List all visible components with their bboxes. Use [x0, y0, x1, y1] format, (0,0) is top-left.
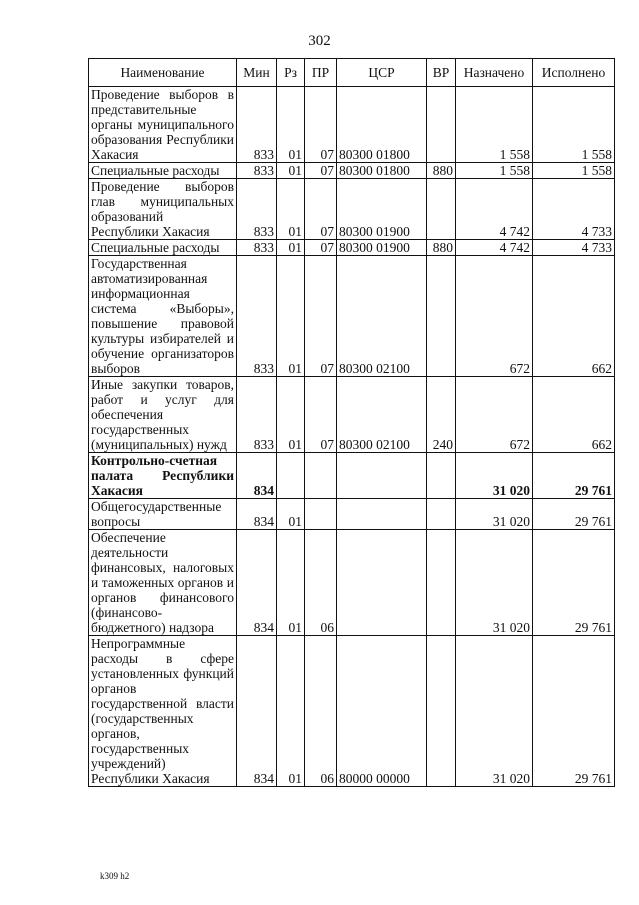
cell-vr: [427, 179, 456, 240]
cell-csr: 80300 01900: [337, 179, 427, 240]
cell-assigned: 31 020: [456, 530, 533, 636]
cell-min: 833: [237, 377, 277, 453]
table-row: [89, 179, 615, 240]
cell-pr: [305, 499, 337, 530]
cell-name: Государственная автоматизированная информационная система «Выборы», повышение правовой культуры избирателей и обучение организаторов выборов: [89, 256, 237, 377]
table-header-row: [89, 59, 615, 87]
header-vr: ВР: [427, 59, 456, 87]
table-row: [89, 87, 615, 163]
cell-rz: 01: [277, 377, 305, 453]
cell-name: Специальные расходы: [89, 240, 237, 256]
cell-csr: 80300 01800: [337, 87, 427, 163]
cell-assigned: 672: [456, 377, 533, 453]
cell-rz: 01: [277, 163, 305, 179]
cell-rz: 01: [277, 87, 305, 163]
cell-name: Проведение выборов в представительные органы муниципального образования Республики Хакасия: [89, 87, 237, 163]
cell-rz: 01: [277, 530, 305, 636]
table-row: [89, 530, 615, 636]
cell-name: Проведение выборов глав муниципальных образований Республики Хакасия: [89, 179, 237, 240]
cell-pr: 06: [305, 530, 337, 636]
cell-vr: 240: [427, 377, 456, 453]
cell-rz: 01: [277, 179, 305, 240]
cell-assigned: 4 742: [456, 240, 533, 256]
cell-pr: 06: [305, 636, 337, 787]
cell-csr: 80300 02100: [337, 377, 427, 453]
cell-csr: [337, 499, 427, 530]
table-row: [89, 636, 615, 787]
cell-vr: [427, 636, 456, 787]
header-assigned: Назначено: [456, 59, 533, 87]
cell-rz: [277, 453, 305, 499]
cell-assigned: 1 558: [456, 87, 533, 163]
header-min: Мин: [237, 59, 277, 87]
cell-vr: 880: [427, 240, 456, 256]
cell-executed: 4 733: [533, 179, 615, 240]
cell-vr: [427, 453, 456, 499]
cell-assigned: 4 742: [456, 179, 533, 240]
cell-min: 833: [237, 240, 277, 256]
cell-csr: 80300 01800: [337, 163, 427, 179]
cell-assigned: 31 020: [456, 499, 533, 530]
cell-rz: 01: [277, 499, 305, 530]
table-row: [89, 499, 615, 530]
cell-pr: 07: [305, 377, 337, 453]
page-number: 302: [308, 33, 331, 49]
cell-vr: [427, 530, 456, 636]
header-name: Наименование: [89, 59, 237, 87]
cell-min: 833: [237, 163, 277, 179]
cell-csr: 80300 01900: [337, 240, 427, 256]
cell-executed: 29 761: [533, 499, 615, 530]
header-executed: Исполнено: [533, 59, 615, 87]
cell-csr: [337, 530, 427, 636]
cell-assigned: 1 558: [456, 163, 533, 179]
cell-min: 834: [237, 499, 277, 530]
cell-pr: 07: [305, 163, 337, 179]
cell-vr: [427, 256, 456, 377]
cell-executed: 29 761: [533, 453, 615, 499]
cell-rz: 01: [277, 636, 305, 787]
cell-pr: 07: [305, 87, 337, 163]
cell-pr: [305, 453, 337, 499]
cell-assigned: 31 020: [456, 453, 533, 499]
cell-min: 833: [237, 87, 277, 163]
cell-vr: 880: [427, 163, 456, 179]
header-rz: Рз: [277, 59, 305, 87]
table-row: [89, 163, 615, 179]
cell-executed: 662: [533, 377, 615, 453]
cell-pr: 07: [305, 179, 337, 240]
cell-vr: [427, 499, 456, 530]
cell-assigned: 31 020: [456, 636, 533, 787]
cell-assigned: 672: [456, 256, 533, 377]
cell-vr: [427, 87, 456, 163]
cell-min: 833: [237, 179, 277, 240]
cell-name: Обеспечение деятельности финансовых, налоговых и таможенных органов и органов финансового (финансово-бюджетного) надзора: [89, 530, 237, 636]
cell-name: Общегосударственные вопросы: [89, 499, 237, 530]
header-csr: ЦСР: [337, 59, 427, 87]
table-row: [89, 256, 615, 377]
cell-pr: 07: [305, 256, 337, 377]
cell-pr: 07: [305, 240, 337, 256]
cell-csr: [337, 453, 427, 499]
cell-csr: 80000 00000: [337, 636, 427, 787]
cell-min: 834: [237, 636, 277, 787]
footer-code: k309 h2: [100, 871, 130, 881]
table-row: [89, 453, 615, 499]
cell-min: 834: [237, 530, 277, 636]
cell-executed: 4 733: [533, 240, 615, 256]
cell-executed: 662: [533, 256, 615, 377]
cell-name: Иные закупки товаров, работ и услуг для обеспечения государственных (муниципальных) нужд: [89, 377, 237, 453]
cell-executed: 29 761: [533, 530, 615, 636]
cell-rz: 01: [277, 240, 305, 256]
cell-executed: 1 558: [533, 163, 615, 179]
budget-table: [88, 58, 615, 787]
cell-executed: 1 558: [533, 87, 615, 163]
cell-name: Непрограммные расходы в сфере установленных функций органов государственной власти (государственных органов, государственных учреждений) Республики Хакасия: [89, 636, 237, 787]
header-pr: ПР: [305, 59, 337, 87]
cell-rz: 01: [277, 256, 305, 377]
cell-csr: 80300 02100: [337, 256, 427, 377]
cell-name: Контрольно-счетная палата Республики Хакасия: [89, 453, 237, 499]
table-row: [89, 240, 615, 256]
cell-name: Специальные расходы: [89, 163, 237, 179]
cell-min: 834: [237, 453, 277, 499]
cell-min: 833: [237, 256, 277, 377]
table-row: [89, 377, 615, 453]
cell-executed: 29 761: [533, 636, 615, 787]
